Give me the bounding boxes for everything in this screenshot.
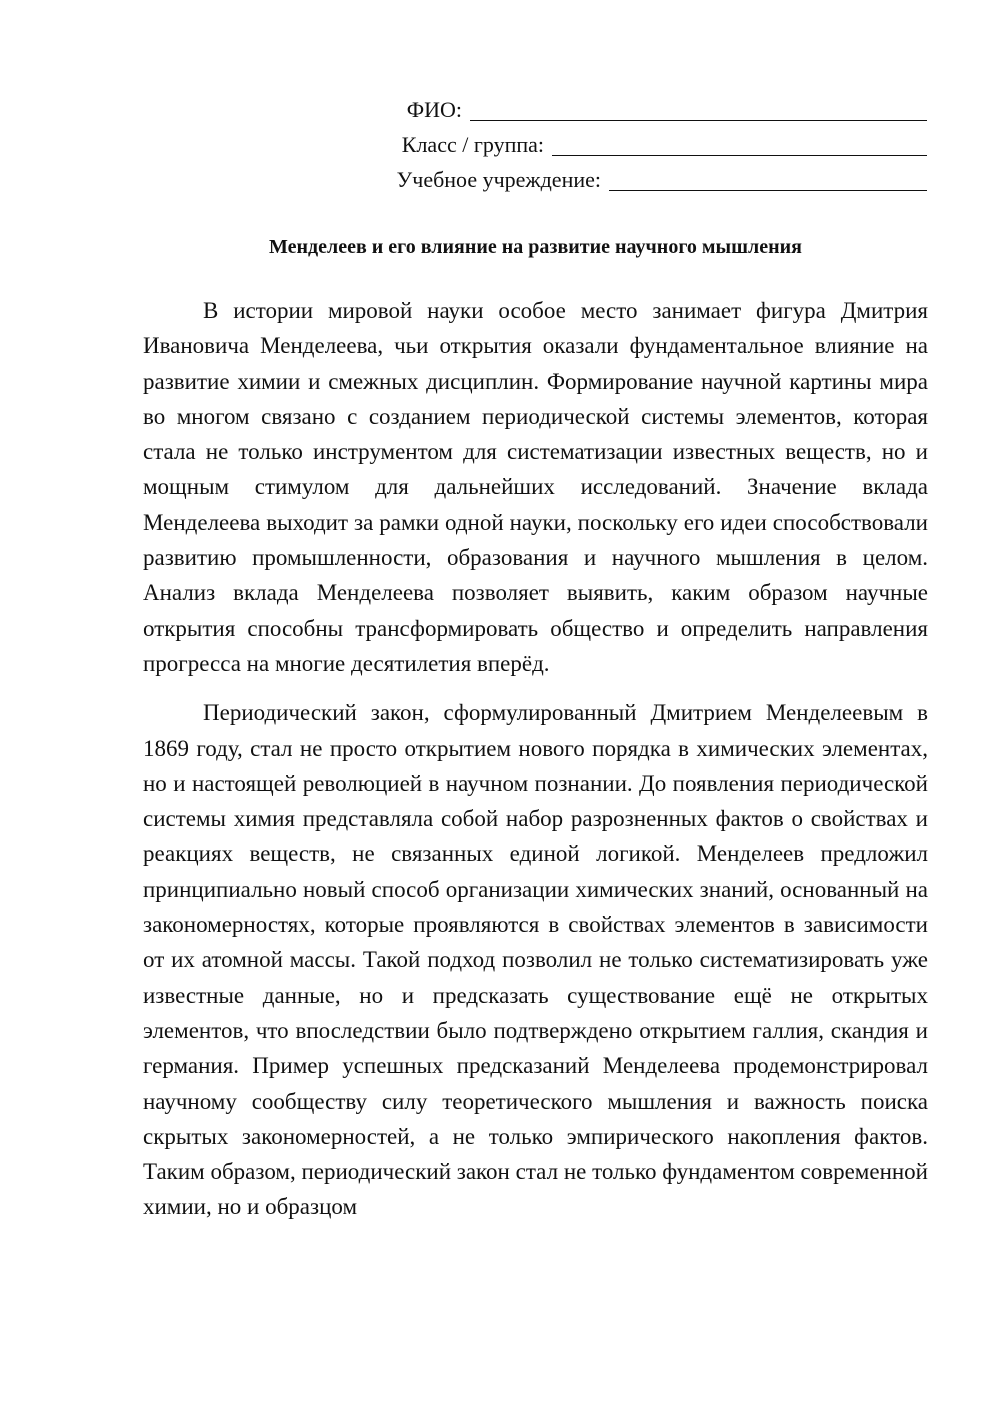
paragraph: Периодический закон, сформулированный Дмитрием Менделеевым в 1869 году, стал не просто открытием нового порядка в химических элементах, но и настоящей революцией в научном познании. До появления периодической системы химия представляла собой набор разрозненных фактов о свойствах и реакциях веществ, не связанных единой логикой. Менделеев предложил принципиально новый способ организации химических знаний, основанный на закономерностях, которые проявляются в свойствах элементов в зависимости от их атомной массы. Такой подход позволил не только систематизировать уже известные данные, но и предсказать существование ещё не открытых элементов, что впоследствии было подтверждено открытием галлия, скандия и германия. Пример успешных предсказаний Менделеева продемонстрировал научному сообществу силу теоретического мышления и важность поиска скрытых закономерностей, а не только эмпирического накопления фактов. Таким образом, периодический закон стал не только фундаментом современной химии, но и образцом [143,700,928,1220]
fio-line [327,92,927,127]
student-info-header [327,92,927,197]
paragraph: В истории мировой науки особое место занимает фигура Дмитрия Ивановича Менделеева, чьи открытия оказали фундаментальное влияние на развитие химии и смежных дисциплин. Формирование научной картины мира во многом связано с созданием периодической системы элементов, которая стала не только инструментом для систематизации известных веществ, но и мощным стимулом для дальнейших исследований. Значение вклада Менделеева выходит за рамки одной науки, поскольку его идеи способствовали развитию промышленности, образования и научного мышления в целом. Анализ вклада Менделеева позволяет выявить, каким образом научные открытия способны трансформировать общество и определить направления прогресса на многие десятилетия вперёд. [143,298,928,676]
school-blank-field[interactable] [609,164,927,191]
school-line [327,162,927,197]
fio-label: ФИО: [406,97,462,122]
class-blank-field[interactable] [552,129,927,156]
class-line [327,127,927,162]
document-title: Менделеев и его влияние на развитие научного мышления [268,236,802,258]
school-label: Учебное учреждение: [396,167,601,192]
document-body [143,293,928,1239]
fio-blank-field[interactable] [470,94,927,121]
class-label: Класс / группа: [401,132,544,157]
